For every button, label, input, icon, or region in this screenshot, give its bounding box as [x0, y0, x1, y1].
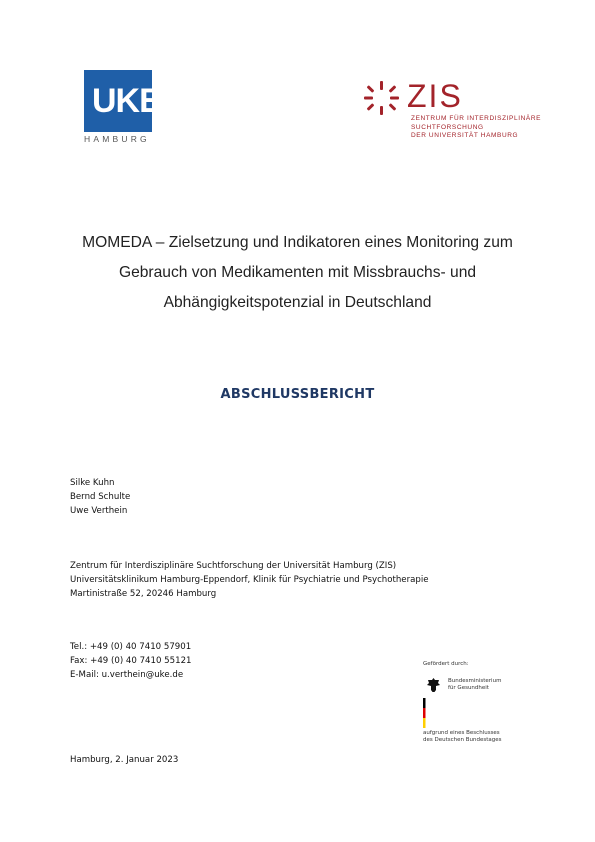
report-heading: ABSCHLUSSBERICHT	[220, 387, 375, 402]
author-name: Silke Kuhn	[70, 478, 115, 488]
institution-line: Universitätsklinikum Hamburg-Eppendorf, Klinik für Psychiatrie und Psychotherapie	[70, 575, 429, 585]
email-line: E-Mail: u.verthein@uke.de	[70, 670, 184, 680]
author-list	[70, 476, 130, 518]
contact-block	[70, 640, 192, 682]
zis-star-icon	[363, 80, 401, 116]
uke-logo	[84, 70, 164, 148]
ministry-line: Bundesministerium	[448, 678, 502, 684]
document-date: Hamburg, 2. Januar 2023	[70, 755, 179, 765]
zis-logo-text	[411, 115, 541, 141]
funding-suffix	[423, 730, 502, 744]
uke-logo-subtitle: HAMBURG	[84, 134, 150, 144]
zis-logo-mark: ZIS	[407, 78, 463, 114]
ministry-line: für Gesundheit	[448, 685, 489, 691]
federal-eagle-icon	[426, 677, 441, 693]
author-name: Uwe Verthein	[70, 506, 128, 516]
funding-suffix-line: des Deutschen Bundestages	[423, 737, 502, 743]
funding-prefix: Gefördert durch:	[423, 661, 469, 667]
phone-line: Tel.: +49 (0) 40 7410 57901	[70, 642, 192, 652]
funding-logo	[421, 661, 531, 743]
author-name: Bernd Schulte	[70, 492, 131, 502]
fax-line: Fax: +49 (0) 40 7410 55121	[70, 656, 192, 666]
title-line: MOMEDA – Zielsetzung und Indikatoren eines Monitoring zum	[82, 234, 513, 251]
zis-logo	[363, 78, 542, 144]
ministry-name	[448, 678, 501, 692]
funding-suffix-line: aufgrund eines Beschlusses	[423, 730, 500, 736]
zis-logo-line: SUCHTFORSCHUNG	[411, 123, 484, 131]
zis-logo-line: ZENTRUM FÜR INTERDISZIPLINÄRE	[411, 115, 542, 122]
title-line: Abhängigkeitspotenzial in Deutschland	[163, 294, 432, 311]
title-line: Gebrauch von Medikamenten mit Missbrauchs- und	[118, 264, 477, 281]
institution-line: Martinistraße 52, 20246 Hamburg	[70, 589, 217, 599]
document-title	[40, 228, 555, 318]
uke-logo-mark: UKE	[84, 70, 152, 132]
institution-line: Zentrum für Interdisziplinäre Suchtforschung der Universität Hamburg (ZIS)	[70, 561, 397, 571]
institution-block	[70, 559, 429, 601]
zis-logo-line: DER UNIVERSITÄT HAMBURG	[411, 132, 519, 139]
